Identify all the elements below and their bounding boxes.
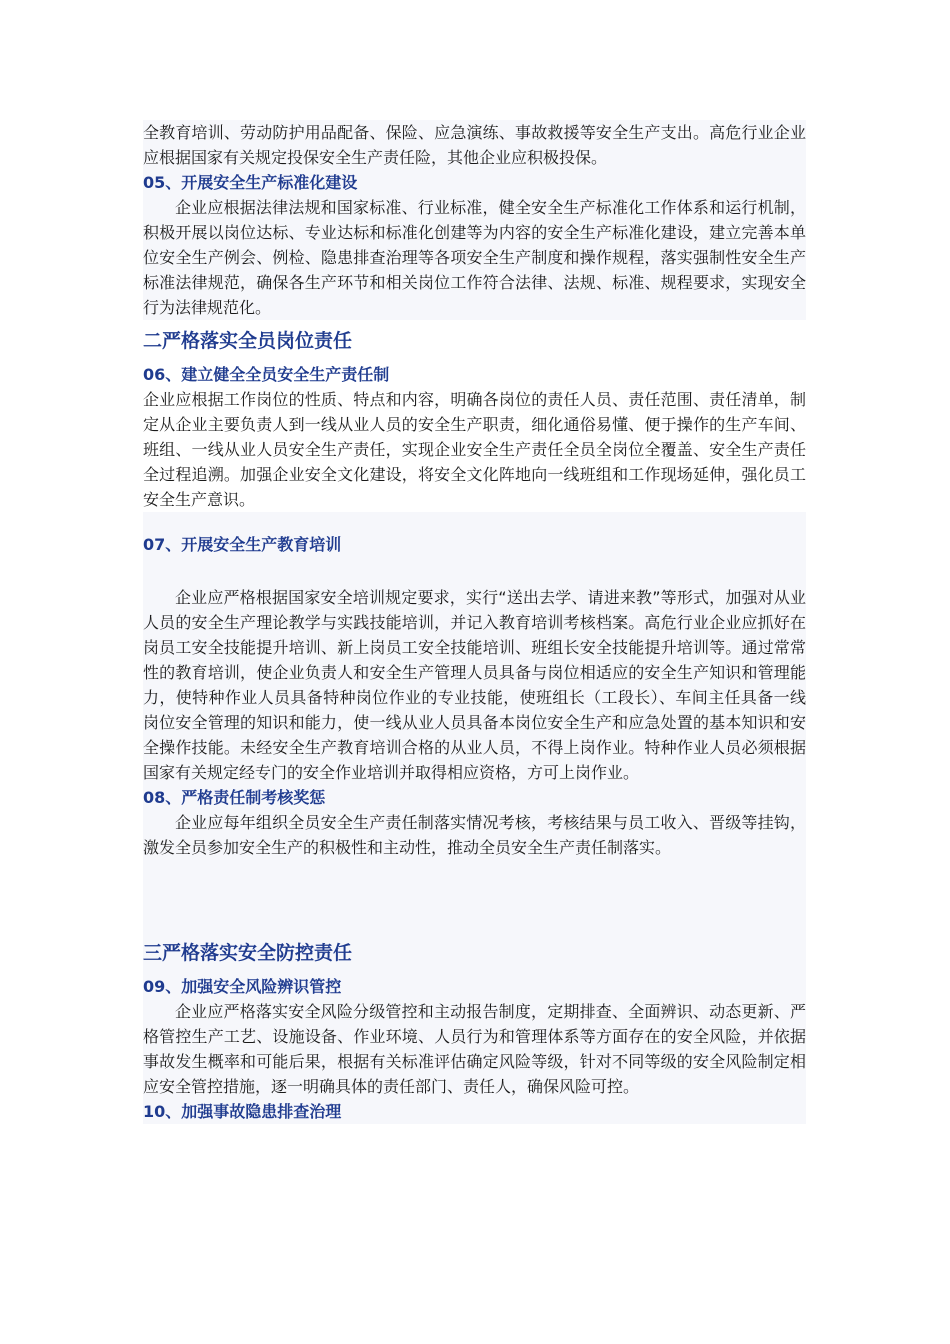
section-06-body: 企业应根据工作岗位的性质、特点和内容，明确各岗位的责任人员、责任范围、责任清单，制定从企业主要负责人到一线从业人员的安全生产职责，细化通俗易懂、便于操作的生产车间、班组、一线从业人员安全生产责任，实现企业安全生产责任全员全岗位全覆盖、安全生产责任全过程追溯。加强企业安全文化建设，将安全文化阵地向一线班组和工作现场延伸，强化员工安全生产意识。 — [143, 390, 806, 509]
section-07-title: 07、开展安全生产教育培训 — [143, 535, 342, 554]
section-06-title: 06、建立健全全员安全生产责任制 — [143, 365, 390, 384]
section-05-title: 05、开展安全生产标准化建设 — [143, 173, 358, 192]
section-05-block — [143, 120, 806, 320]
section-08-body: 企业应每年组织全员安全生产责任制落实情况考核，考核结果与员工收入、晋级等挂钩，激发全员参加安全生产的积极性和主动性，推动全员安全生产责任制落实。 — [143, 813, 806, 857]
document-page — [143, 120, 806, 1124]
section-09-body: 企业应严格落实安全风险分级管控和主动报告制度，定期排查、全面辨识、动态更新、严格管控生产工艺、设施设备、作业环境、人员行为和管理体系等方面存在的安全风险，并依据事故发生概率和可能后果，根据有关标准评估确定风险等级，针对不同等级的安全风险制定相应安全管控措施，逐一明确具体的责任部门、责任人，确保风险可控。 — [143, 1002, 806, 1096]
section-08-title: 08、严格责任制考核奖惩 — [143, 788, 326, 807]
section-2-title: 二严格落实全员岗位责任 — [143, 330, 353, 352]
section-05-body: 企业应根据法律法规和国家标准、行业标准，健全安全生产标准化工作体系和运行机制，积极开展以岗位达标、专业达标和标准化创建等为内容的安全生产标准化建设，建立完善本单位安全生产例会、例检、隐患排查治理等各项安全生产制度和操作规程，落实强制性安全生产标准法律规范，确保各生产环节和相关岗位工作符合法律、法规、标准、规程要求，实现安全行为法律规范化。 — [143, 198, 806, 317]
section-07-body: 企业应严格根据国家安全培训规定要求，实行“送出去学、请进来教”等形式，加强对从业人员的安全生产理论教学与实践技能培训，并记入教育培训考核档案。高危行业企业应抓好在岗员工安全技能提升培训、新上岗员工安全技能培训、班组长安全技能提升培训等。通过常常性的教育培训，使企业负责人和安全生产管理人员具备与岗位相适应的安全生产知识和管理能力，使特种作业人员具备特种岗位作业的专业技能，使班组长（工段长）、车间主任具备一线岗位安全管理的知识和能力，使一线从业人员具备本岗位安全生产和应急处置的基本知识和安全操作技能。未经安全生产教育培训合格的从业人员，不得上岗作业。特种作业人员必须根据国家有关规定经专门的安全作业培训并取得相应资格，方可上岗作业。 — [143, 588, 806, 782]
section-10-title: 10、加强事故隐患排查治理 — [143, 1102, 342, 1121]
intro-paragraph: 全教育培训、劳动防护用品配备、保险、应急演练、事故救援等安全生产支出。高危行业企业应根据国家有关规定投保安全生产责任险，其他企业应积极投保。 — [143, 123, 806, 167]
section-3-title: 三严格落实安全防控责任 — [143, 942, 353, 964]
section-07-08-block — [143, 512, 806, 1124]
section-09-title: 09、加强安全风险辨识管控 — [143, 977, 342, 996]
